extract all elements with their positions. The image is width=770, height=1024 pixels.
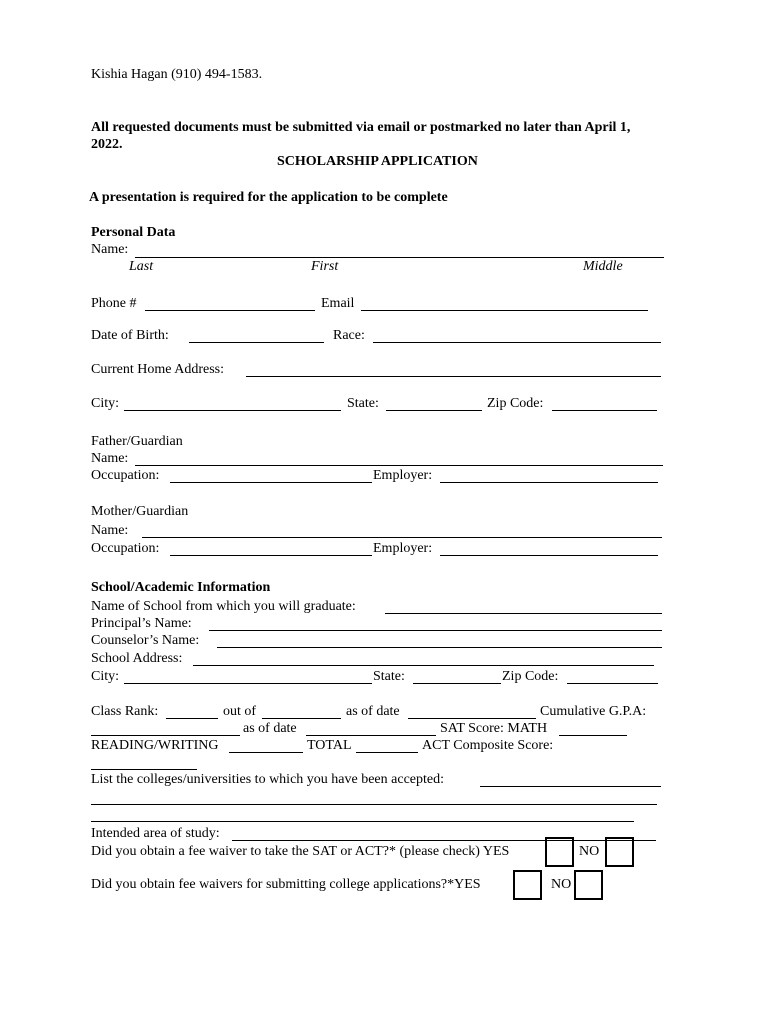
father-name-field[interactable]: [135, 453, 663, 466]
mother-occupation-field[interactable]: [170, 543, 372, 556]
colleges-field-line2[interactable]: [91, 792, 657, 805]
home-address-field[interactable]: [246, 364, 661, 377]
contact-line: Kishia Hagan (910) 494-1583.: [91, 67, 263, 82]
counselor-label: Counselor’s Name:: [91, 633, 200, 648]
fee-waiver-sat-no-checkbox[interactable]: [605, 837, 634, 867]
gpa-field[interactable]: [91, 723, 240, 736]
school-address-label: School Address:: [91, 651, 183, 666]
colleges-label: List the colleges/universities to which you have been accepted:: [91, 772, 444, 787]
state-label: State:: [347, 396, 379, 411]
act-field[interactable]: [91, 757, 197, 770]
colleges-field-line3[interactable]: [91, 809, 634, 822]
fee-waiver-college-no-checkbox[interactable]: [574, 870, 603, 900]
race-field[interactable]: [373, 330, 661, 343]
zip-label: Zip Code:: [487, 396, 544, 411]
first-caption: First: [311, 259, 339, 274]
sat-math-label: SAT Score: MATH: [440, 721, 548, 736]
father-employer-label: Employer:: [373, 468, 433, 483]
dob-field[interactable]: [189, 330, 324, 343]
city-label: City:: [91, 396, 120, 411]
mother-employer-field[interactable]: [440, 543, 658, 556]
form-title: SCHOLARSHIP APPLICATION: [277, 154, 478, 169]
school-address-field[interactable]: [193, 653, 654, 666]
deadline-notice-line1: All requested documents must be submitted via email or postmarked no later than April 1,: [91, 120, 631, 135]
colleges-field-line1[interactable]: [480, 774, 661, 787]
school-zip-field[interactable]: [567, 671, 658, 684]
mother-name-label: Name:: [91, 523, 129, 538]
state-field[interactable]: [386, 398, 482, 411]
father-occupation-label: Occupation:: [91, 468, 160, 483]
reading-writing-field[interactable]: [229, 740, 303, 753]
middle-caption: Middle: [583, 259, 623, 274]
father-heading: Father/Guardian: [91, 434, 183, 449]
zip-field[interactable]: [552, 398, 657, 411]
deadline-notice-line2: 2022.: [91, 137, 123, 152]
presentation-note: A presentation is required for the application to be complete: [89, 190, 448, 205]
area-of-study-field[interactable]: [232, 828, 656, 841]
name-label: Name:: [91, 242, 129, 257]
last-caption: Last: [129, 259, 154, 274]
father-employer-field[interactable]: [440, 470, 658, 483]
rank-as-of-date-label: as of date: [346, 704, 400, 719]
sat-math-field[interactable]: [559, 723, 627, 736]
home-address-label: Current Home Address:: [91, 362, 224, 377]
fee-waiver-college-yes-checkbox[interactable]: [513, 870, 542, 900]
name-field[interactable]: [135, 245, 664, 258]
mother-employer-label: Employer:: [373, 541, 433, 556]
phone-label: Phone #: [91, 296, 137, 311]
mother-occupation-label: Occupation:: [91, 541, 160, 556]
father-occupation-field[interactable]: [170, 470, 372, 483]
fee-waiver-college-no-label: NO: [551, 877, 572, 892]
city-field[interactable]: [124, 398, 341, 411]
gpa-date-field[interactable]: [306, 723, 436, 736]
email-field[interactable]: [361, 298, 648, 311]
class-rank-label: Class Rank:: [91, 704, 159, 719]
school-name-field[interactable]: [385, 601, 662, 614]
race-label: Race:: [333, 328, 365, 343]
gpa-as-of-date-label: as of date: [243, 721, 297, 736]
school-name-label: Name of School from which you will graduate:: [91, 599, 356, 614]
out-of-label: out of: [223, 704, 257, 719]
father-name-label: Name:: [91, 451, 129, 466]
school-city-field[interactable]: [124, 671, 372, 684]
school-state-label: State:: [373, 669, 405, 684]
fee-waiver-sat-no-label: NO: [579, 844, 600, 859]
mother-heading: Mother/Guardian: [91, 504, 189, 519]
fee-waiver-college-question: Did you obtain fee waivers for submitting college applications?*YES: [91, 877, 481, 892]
personal-heading: Personal Data: [91, 225, 176, 240]
email-label: Email: [321, 296, 355, 311]
fee-waiver-sat-question: Did you obtain a fee waiver to take the SAT or ACT?* (please check) YES: [91, 844, 510, 859]
phone-field[interactable]: [145, 298, 315, 311]
gpa-label: Cumulative G.P.A:: [540, 704, 647, 719]
mother-name-field[interactable]: [142, 525, 662, 538]
rank-date-field[interactable]: [408, 706, 536, 719]
class-rank-field[interactable]: [166, 706, 218, 719]
principal-label: Principal’s Name:: [91, 616, 192, 631]
sat-total-field[interactable]: [356, 740, 418, 753]
school-zip-label: Zip Code:: [502, 669, 559, 684]
school-state-field[interactable]: [413, 671, 501, 684]
class-size-field[interactable]: [262, 706, 341, 719]
sat-total-label: TOTAL: [307, 738, 352, 753]
principal-field[interactable]: [209, 618, 662, 631]
counselor-field[interactable]: [217, 635, 662, 648]
act-label: ACT Composite Score:: [422, 738, 554, 753]
reading-writing-label: READING/WRITING: [91, 738, 219, 753]
dob-label: Date of Birth:: [91, 328, 169, 343]
school-heading: School/Academic Information: [91, 580, 271, 595]
fee-waiver-sat-yes-checkbox[interactable]: [545, 837, 574, 867]
school-city-label: City:: [91, 669, 120, 684]
area-of-study-label: Intended area of study:: [91, 826, 220, 841]
